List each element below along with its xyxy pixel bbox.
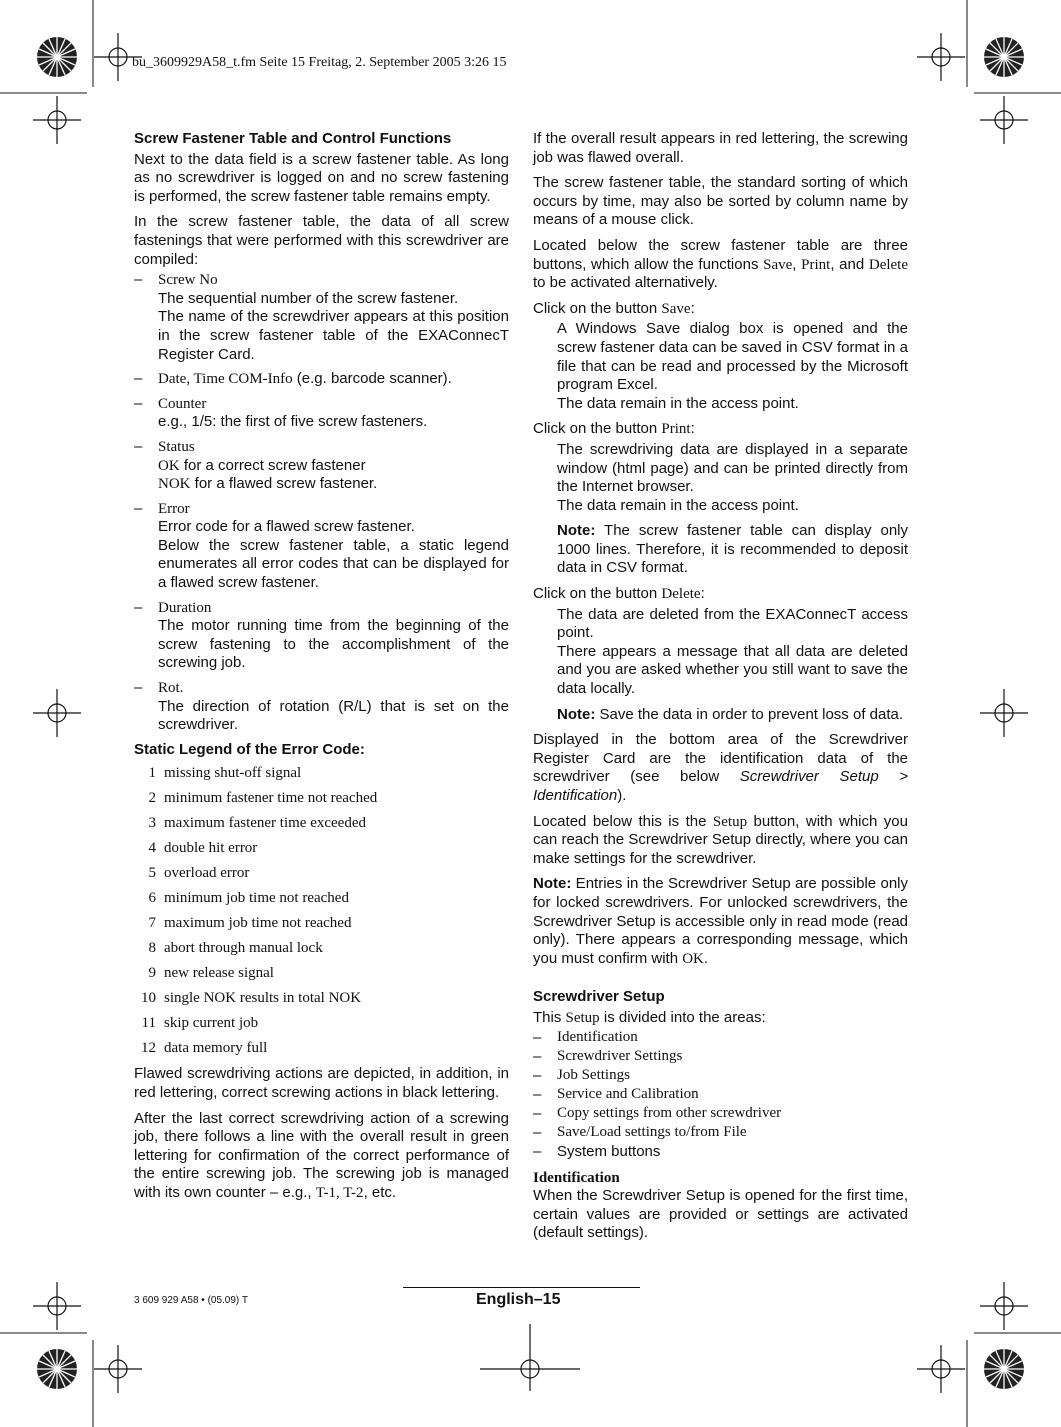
description: for a flawed screw fastener. (190, 475, 378, 493)
term: Status (158, 438, 195, 455)
legend-row: 10 single NOK results in total NOK (141, 990, 362, 1007)
note: Note: Save the data in order to prevent loss of data. (557, 705, 904, 723)
delete-description: The data are deleted from the EXAConnecT access point. There appears a message that all data are deleted and you are asked whether you still want to save the data locally. Note: Save the data in order to prevent loss of data. (557, 605, 908, 723)
legend-row: 9 new release signal (148, 965, 274, 982)
right-column (533, 130, 908, 1250)
paragraph: In the screw fastener table, the data of all screw fastenings that were performed with this screwdriver are compiled: (134, 213, 509, 268)
paragraph: When the Screwdriver Setup is opened for the first time, certain values are provided or settings are activated (default settings). (533, 1187, 908, 1242)
list-item: – Error Error code for a flawed screw fastener. Below the screw fastener table, a static legend enumerates all error codes that can be displayed for a flawed screw fastener. (134, 499, 509, 592)
term: Screw No (158, 272, 218, 289)
paragraph: If the overall result appears in red lettering, the screwing job was flawed overall. (533, 130, 908, 166)
save-instruction: Click on the button Save: (533, 299, 695, 317)
list-item: – Rot. The direction of rotation (R/L) that is set on the screwdriver. (134, 679, 509, 734)
paragraph: The screw fastener table, the standard sorting of which occurs by time, may also be sorted by column name by means of a mouse click. (533, 174, 908, 229)
left-column (134, 130, 509, 1210)
legend-row: 6 minimum job time not reached (148, 890, 349, 907)
paragraph: Flawed screwdriving actions are depicted, in addition, in red lettering, correct screwing actions in black lettering. (134, 1065, 509, 1101)
legend-heading: Static Legend of the Error Code: (134, 740, 365, 758)
section-heading: Screwdriver Setup (533, 988, 665, 1006)
paragraph: Located below this is the Setup button, with which you can reach the Screwdriver Setup directly, where you can make settings for the screwdriver. (533, 812, 908, 867)
list-item: – Identification (533, 1028, 638, 1046)
paragraph: Displayed in the bottom area of the Screwdriver Register Card are the identification data of the screwdriver (see below Screwdriver Setup > Identification). (533, 731, 908, 804)
footer-divider (403, 1287, 640, 1288)
list-item: – Duration The motor running time from the beginning of the screw fastening to the accomplishment of the screwing job. (134, 598, 509, 672)
legend-row: 11 skip current job (141, 1015, 259, 1032)
list-item: – Screwdriver Settings (533, 1047, 683, 1065)
save-description: A Windows Save dialog box is opened and the screw fastener data can be saved in CSV format in a file that can be read and processed by the Microsoft program Excel. The data remain in the access point. (557, 320, 908, 412)
legend-row: 5 overload error (148, 865, 250, 882)
list-item: – Status OK for a correct screw fastener NOK for a flawed screw fastener. (134, 438, 509, 494)
list-item: – Job Settings (533, 1066, 630, 1084)
description: (e.g. barcode scanner). (292, 370, 452, 388)
description: e.g., 1/5: the first of five screw fasteners. (158, 413, 428, 431)
term: Error (158, 500, 190, 517)
delete-instruction: Click on the button Delete: (533, 585, 705, 603)
description: Error code for a flawed screw fastener. (158, 518, 415, 536)
legend-row: 12 data memory full (141, 1040, 268, 1057)
term: Rot. (158, 680, 184, 697)
list-item: – Save/Load settings to/from File (533, 1123, 747, 1141)
error-legend (134, 761, 509, 1061)
legend-row: 3 maximum fastener time exceeded (148, 815, 366, 832)
paragraph: Next to the data field is a screw fastener table. As long as no screwdriver is logged on and no screw fastening is performed, the screw fastener table remains empty. (134, 150, 509, 205)
list-item: – Date, Time COM-Info (e.g. barcode scanner). (134, 370, 452, 388)
term: OK (158, 457, 180, 474)
footer-code: 3 609 929 A58 • (05.09) T (134, 1295, 248, 1306)
areas-list (533, 1028, 908, 1161)
legend-row: 1 missing shut-off signal (148, 765, 302, 782)
list-item: – System buttons (533, 1142, 661, 1160)
term: Duration (158, 599, 212, 616)
legend-row: 7 maximum job time not reached (148, 915, 352, 932)
term: Date, Time COM-Info (158, 371, 293, 388)
print-header: bu_3609929A58_t.fm Seite 15 Freitag, 2. September 2005 3:26 15 (132, 55, 507, 70)
print-instruction: Click on the button Print: (533, 420, 695, 438)
list-item: – Service and Calibration (533, 1085, 699, 1103)
description: The direction of rotation (R/L) that is set on the screwdriver. (158, 697, 509, 734)
legend-row: 8 abort through manual lock (148, 940, 323, 957)
legend-row: 4 double hit error (148, 840, 258, 857)
description: The motor running time from the beginning of the screw fastening to the accomplishment of the screwing job. (158, 617, 509, 672)
legend-row: 2 minimum fastener time not reached (148, 790, 378, 807)
description: Below the screw fastener table, a static legend enumerates all error codes that can be displayed for a flawed screw fastener. (158, 536, 509, 592)
term: NOK (158, 476, 191, 493)
note: Note: The screw fastener table can display only 1000 lines. Therefore, it is recommended to deposit data in CSV format. (557, 522, 908, 577)
description: The sequential number of the screw fastener. (158, 289, 459, 307)
subsection-heading: Identification (533, 1169, 620, 1186)
print-description: The screwdriving data are displayed in a separate window (html page) and can be printed directly from the Internet browser. The data remain in the access point. Note: The screw fastener table can display only 1000 lines. Therefore, it is recommended to deposit data in CSV format. (557, 440, 908, 577)
term: Counter (158, 395, 207, 412)
page-number: English–15 (476, 1291, 561, 1308)
section-heading: Screw Fastener Table and Control Functions (134, 130, 452, 147)
list-item: – Counter e.g., 1/5: the first of five screw fasteners. (134, 395, 509, 432)
list-item: – Copy settings from other screwdriver (533, 1104, 782, 1122)
description: The name of the screwdriver appears at this position in the screw fastener table of the EXAConnecT Register Card. (158, 308, 509, 363)
paragraph: Located below the screw fastener table are three buttons, which allow the functions Save, Print, and Delete to be activated alternatively. (533, 236, 908, 292)
note: Note: Entries in the Screwdriver Setup are possible only for locked screwdrivers. For unlocked screwdrivers, the Screwdriver Setup is accessible only in read mode (read only). There appears a corresponding message, which you must confirm with OK. (533, 875, 908, 967)
list-item: – Screw No The sequential number of the screw fastener. The name of the screwdriver appears at this position in the screw fastener table of the EXAConnecT Register Card. (134, 271, 509, 363)
paragraph: This Setup is divided into the areas: (533, 1008, 766, 1026)
paragraph: After the last correct screwdriving action of a screwing job, there follows a line with the overall result in green lettering for confirmation of the correct performance of the entire screwing job. The screwing job is managed with its own counter – e.g., T-1, T-2, etc. (134, 1109, 509, 1201)
description: for a correct screw fastener (179, 456, 366, 474)
